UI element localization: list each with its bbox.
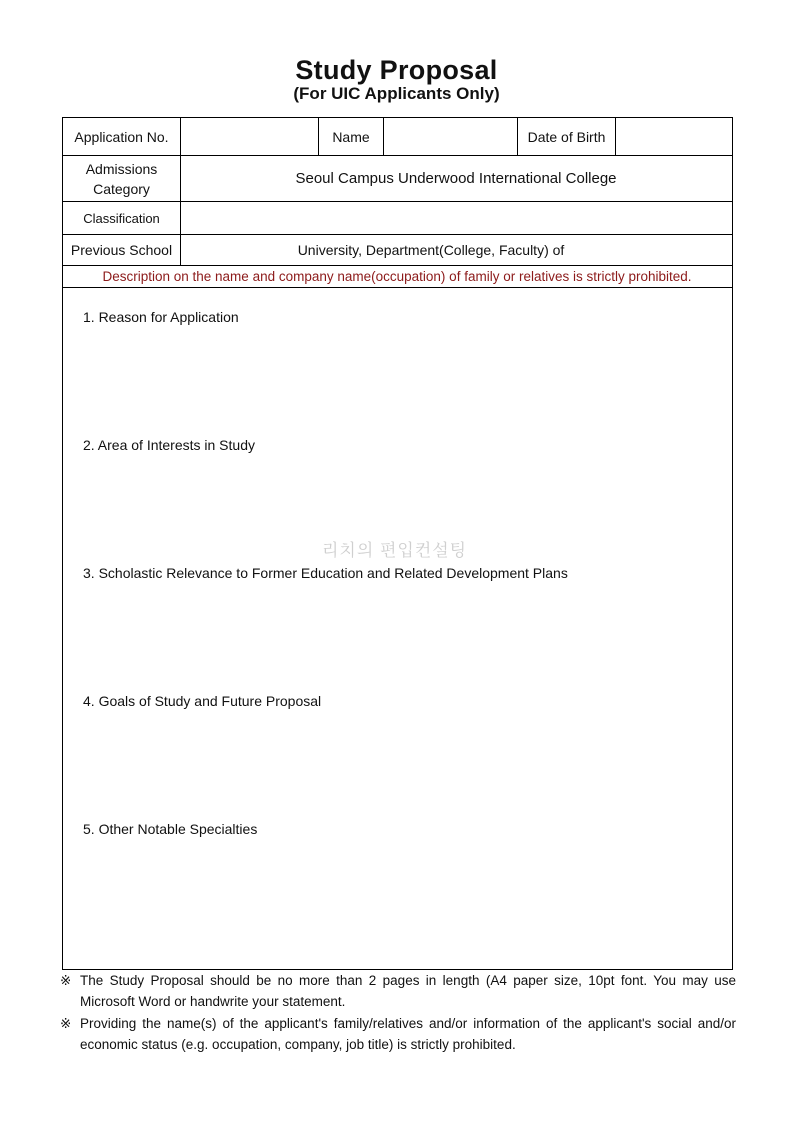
footnotes — [60, 970, 736, 1056]
classification-field[interactable] — [181, 202, 731, 234]
row-divider — [63, 287, 732, 288]
footnote-text: The Study Proposal should be no more than 2 pages in length (A4 paper size, 10pt font. You may use Microsoft Word or handwrite your statement. — [80, 973, 736, 1009]
footnote-text: Providing the name(s) of the applicant's family/relatives and/or information of the applicant's social and/or economic status (e.g. occupation, company, job title) is strictly prohibited. — [80, 1016, 736, 1052]
previous-school-label: Previous School — [70, 242, 173, 258]
reference-mark-icon: ※ — [60, 973, 72, 988]
classification-label: Classification — [83, 210, 160, 226]
application-no-label: Application No. — [74, 128, 169, 145]
section-area-of-interests: 2. Area of Interests in Study — [83, 437, 255, 453]
section-scholastic-relevance: 3. Scholastic Relevance to Former Education and Related Development Plans — [83, 565, 568, 581]
watermark: 리치의 편입컨설팅 — [322, 541, 468, 560]
section-reason-for-application: 1. Reason for Application — [83, 309, 239, 325]
section-goals-of-study: 4. Goals of Study and Future Proposal — [83, 693, 322, 709]
date-of-birth-field[interactable] — [616, 118, 731, 155]
admissions-category-value: Seoul Campus Underwood International College — [295, 170, 617, 187]
application-no-field[interactable] — [181, 118, 318, 155]
footnote — [60, 970, 736, 1012]
name-label: Name — [332, 128, 370, 145]
name-field[interactable] — [384, 118, 517, 155]
proposal-form — [62, 117, 733, 970]
reference-mark-icon: ※ — [60, 1016, 72, 1031]
footnote — [60, 1013, 736, 1055]
document-subtitle: (For UIC Applicants Only) — [293, 84, 500, 103]
previous-school-value: University, Department(College, Faculty) of — [297, 242, 565, 258]
admissions-category-label: Admissions Category — [85, 160, 158, 197]
date-of-birth-label: Date of Birth — [527, 128, 606, 145]
document-title: Study Proposal — [295, 55, 498, 85]
section-other-specialties: 5. Other Notable Specialties — [83, 821, 258, 837]
prohibition-notice: Description on the name and company name(occupation) of family or relatives is strictly prohibited. — [102, 269, 692, 284]
